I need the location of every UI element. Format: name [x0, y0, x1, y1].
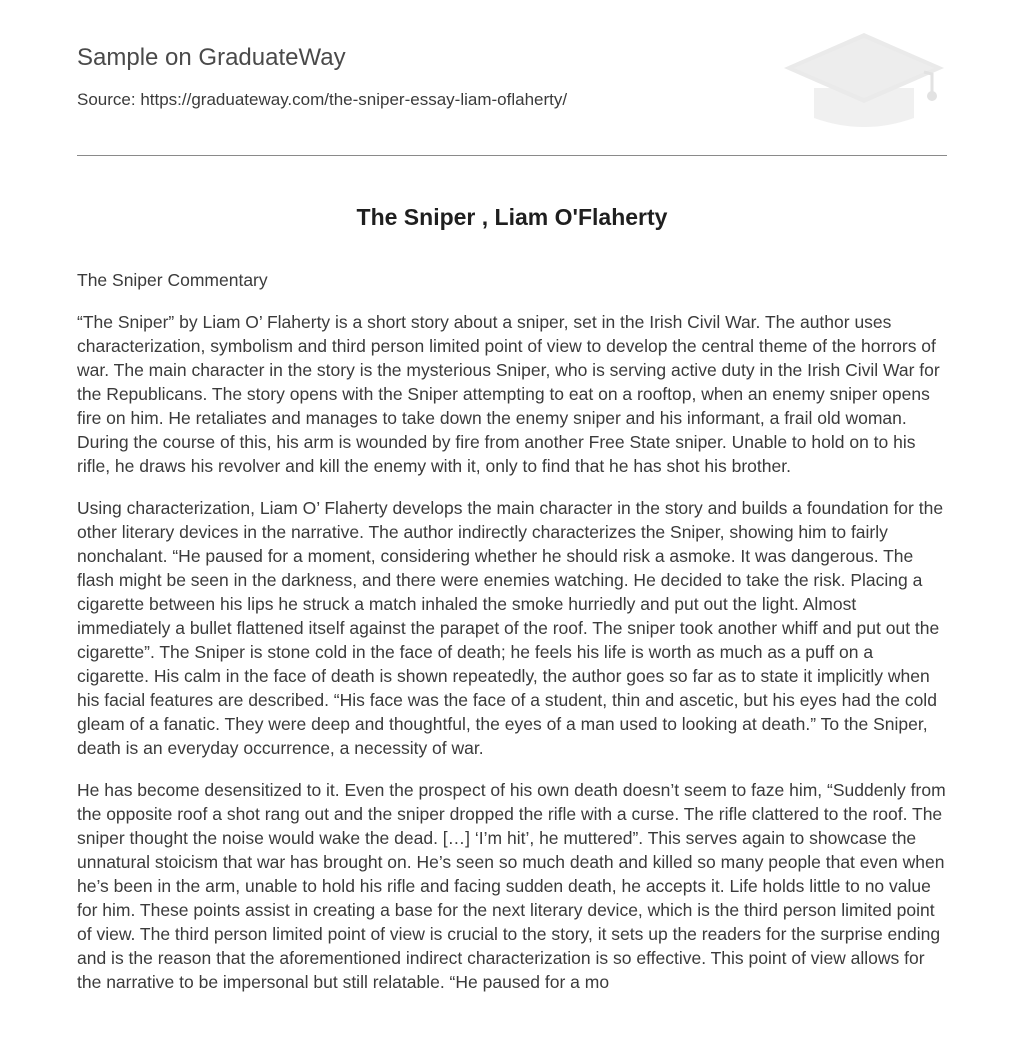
graduation-cap-icon — [782, 30, 946, 132]
source-label: Source: — [77, 90, 136, 109]
document-body — [77, 268, 947, 996]
header-divider — [77, 155, 947, 156]
source-line — [77, 90, 567, 110]
paragraph: He has become desensitized to it. Even the prospect of his own death doesn’t seem to faze him, “Suddenly from the opposite roof a shot rang out and the sniper dropped the rifle with a curse. The rifle clattered to the roof. The sniper thought the noise would wake the dead. […] ‘I’m hit’, he muttered”. This serves again to showcase the unnatural stoicism that war has brought on. He’s seen so much death and killed so many people that even when he’s been in the arm, unable to hold his rifle and facing sudden death, he accepts it. Life holds little to no value for him. These points assist in creating a base for the next literary device, which is the third person limited point of view. The third person limited point of view is crucial to the story, it sets up the readers for the surprise ending and is the reason that the aforementioned indirect characterization is so effective. This point of view allows for the narrative to be impersonal but still relatable. “He paused for a mo — [77, 780, 946, 992]
document-subtitle: The Sniper Commentary — [77, 270, 268, 290]
paragraph: “The Sniper” by Liam O’ Flaherty is a short story about a sniper, set in the Irish Civil War. The author uses characterization, symbolism and third person limited point of view to develop the central theme of the horrors of war. The main character in the story is the mysterious Sniper, who is serving active duty in the Irish Civil War for the Republicans. The story opens with the Sniper attempting to eat on a rooftop, when an enemy sniper opens fire on him. He retaliates and manages to take down the enemy sniper and his informant, a frail old woman. During the course of this, his arm is wounded by fire from another Free State sniper. Unable to hold on to his rifle, he draws his revolver and kill the enemy with it, only to find that he has shot his brother. — [77, 312, 940, 476]
source-link[interactable]: https://graduateway.com/the-sniper-essay-liam-oflaherty/ — [140, 90, 568, 109]
page-header — [77, 40, 947, 156]
paragraph: Using characterization, Liam O’ Flaherty develops the main character in the story and builds a foundation for the other literary devices in the narrative. The author indirectly characterizes the Sniper, showing him to fairly nonchalant. “He paused for a moment, considering whether he should risk a asmoke. It was dangerous. The flash might be seen in the darkness, and there were enemies watching. He decided to take the risk. Placing a cigarette between his lips he struck a match inhaled the smoke hurriedly and put out the light. Almost immediately a bullet flattened itself against the parapet of the roof. The sniper took another whiff and put out the cigarette”. The Sniper is stone cold in the face of death; he feels his life is worth as much as a puff on a cigarette. His calm in the face of death is shown repeatedly, the author goes so far as to state it implicitly when his facial features are described. “His face was the face of a student, thin and ascetic, but his eyes had the cold gleam of a fanatic. They were deep and thoughtful, the eyes of a man used to looking at death.” To the Sniper, death is an everyday occurrence, a necessity of war. — [77, 498, 944, 758]
site-title: Sample on GraduateWay — [77, 44, 346, 71]
document-title: The Sniper , Liam O'Flaherty — [356, 204, 668, 230]
